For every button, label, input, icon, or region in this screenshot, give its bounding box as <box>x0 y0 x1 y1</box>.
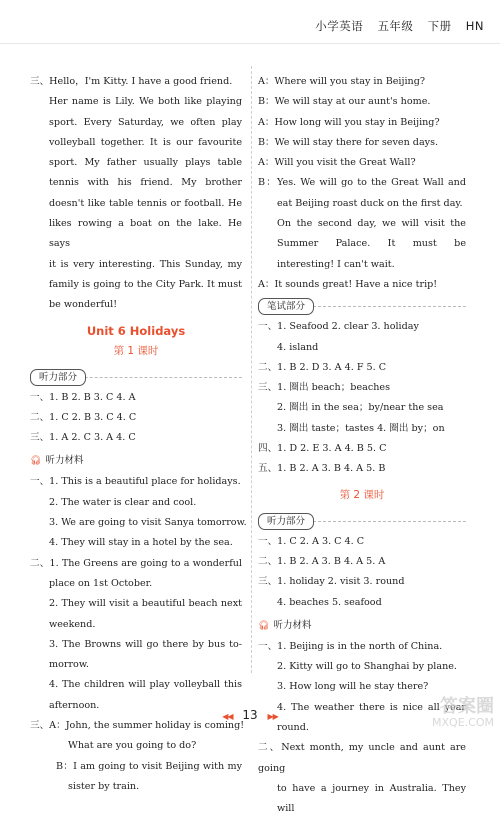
page-header <box>0 0 500 52</box>
material2-label: 听力材料 <box>273 619 312 631</box>
headphone-icon: 🎧︎ <box>30 456 42 467</box>
written-answer-line: 四、1. D 2. E 3. A 4. B 5. C <box>258 443 387 455</box>
dialogue-line: B：We will stay at our aunt's home. <box>258 96 431 108</box>
passage-line: sport. Every Saturday, we often play <box>49 116 242 128</box>
script-line: 2. They will visit a beautiful beach next <box>49 598 242 610</box>
dialogue-line: A：Will you visit the Great Wall? <box>258 157 416 169</box>
lesson2-title: 第 2 课时 <box>339 488 385 501</box>
script-line: 3. How long will he stay there? <box>277 681 429 693</box>
passage-line: it is very interesting. This Sunday, my <box>49 258 242 270</box>
script-line: 2. Kitty will go to Shanghai by plane. <box>277 661 457 673</box>
script-line: 三、A：John, the summer holiday is coming! <box>30 720 245 732</box>
watermark-logo: 答案圈 MXQE.COM <box>432 696 494 729</box>
listening2-tag: 听力部分 <box>258 513 314 530</box>
script-line: 3. The Browns will go there by bus to- <box>49 638 242 650</box>
dialogue-line: A：Where will you stay in Beijing? <box>258 76 426 87</box>
script-line: place on 1st October. <box>49 577 153 589</box>
written-section-header <box>258 295 466 317</box>
reading-passage <box>30 72 242 316</box>
passage-line: be wonderful! <box>49 299 118 311</box>
script-line: sister by train. <box>68 780 140 792</box>
material-label: 听力材料 <box>45 455 84 467</box>
header-volume: 下册 <box>427 19 452 33</box>
passage-line: volleyball together. It is our favourite <box>49 136 242 148</box>
script-line: 二、Next month, my uncle and aunt are going <box>258 742 466 774</box>
lesson-title: 第 1 课时 <box>113 344 159 357</box>
passage-line: sport. My father usually plays table <box>49 157 242 169</box>
dialogue-line: B：Yes. We will go to the Great Wall and <box>258 177 466 189</box>
written-answer-line: 五、1. B 2. A 3. B 4. A 5. B <box>258 463 386 475</box>
answer-line: 三、1. A 2. C 3. A 4. C <box>30 432 136 444</box>
passage-line: family is going to the City Park. It must <box>49 278 242 290</box>
listening-material-header <box>30 450 242 472</box>
script-line: weekend. <box>49 618 96 630</box>
listening2-answers <box>258 532 466 613</box>
listening-answers <box>30 388 242 449</box>
passage-line: Her name is Lily. We both like playing <box>49 96 242 108</box>
script-line: round. <box>277 722 309 734</box>
script-line: 2. The water is clear and cool. <box>49 496 197 508</box>
script-line: morrow. <box>49 659 89 671</box>
written-answer-line: 4. island <box>277 341 319 353</box>
written-answer-line: 一、1. Seafood 2. clear 3. holiday <box>258 321 419 333</box>
dialogue-line: B：We will stay there for seven days. <box>258 136 439 148</box>
script-line: to have a journey in Australia. They will <box>277 782 466 815</box>
passage-line: likes rowing a boat on the lake. He says <box>49 218 242 250</box>
script-line: 4. The weather there is nice all year <box>277 701 466 713</box>
next-arrows-icon: ▶▶ <box>267 712 278 721</box>
dialogue-line: Summer Palace. It must be <box>277 238 466 250</box>
script-line: What are you going to do? <box>68 740 197 752</box>
script-line: 4. They will stay in a hotel by the sea. <box>49 537 233 549</box>
answer-line: 二、1. B 2. A 3. B 4. A 5. A <box>258 555 386 567</box>
dialogue <box>258 72 466 295</box>
header-book-info <box>315 18 484 34</box>
dialogue-line: A：How long will you stay in Beijing? <box>258 116 440 128</box>
script-line: 一、1. Beijing is in the north of China. <box>258 640 443 652</box>
listening-tag: 听力部分 <box>30 369 86 386</box>
written-answer-line: 2. 圈出 in the sea；by/near the sea <box>277 402 444 414</box>
dialogue-line: interesting! I can't wait. <box>277 258 395 270</box>
script-line: B：I am going to visit Beijing with my <box>56 760 242 772</box>
answer-line: 三、1. holiday 2. visit 3. round <box>258 576 405 588</box>
script-line: 二、1. The Greens are going to a wonderful <box>30 557 242 569</box>
passage-line: doesn't like table tennis or football. He <box>49 197 242 209</box>
listening-section-header <box>30 366 242 388</box>
written-answer-line: 二、1. B 2. D 3. A 4. F 5. C <box>258 361 387 373</box>
answer-line: 一、1. B 2. B 3. C 4. A <box>30 391 136 403</box>
script-line: afternoon. <box>49 699 100 711</box>
script-line: 4. The children will play volleyball this <box>49 679 242 691</box>
dialogue-line: A：It sounds great! Have a nice trip! <box>258 278 438 290</box>
dialogue-line: On the second day, we will visit the <box>277 218 466 230</box>
written-tag: 笔试部分 <box>258 298 314 315</box>
header-grade: 五年级 <box>377 19 414 33</box>
written-answer-line: 3. 圈出 taste；tastes 4. 圈出 by；on <box>277 422 445 434</box>
column-divider <box>251 66 252 673</box>
listening-script <box>30 472 247 797</box>
headphone-icon: 🎧︎ <box>258 620 270 631</box>
written-answer-line: 三、1. 圈出 beach；beaches <box>258 382 391 394</box>
script-line: 一、1. This is a beautiful place for holidays. <box>30 476 241 488</box>
page-number: 13 <box>242 708 258 722</box>
header-divider <box>0 43 500 44</box>
passage-line: tennis with his friend. My brother <box>49 177 242 189</box>
listening2-section-header <box>258 510 466 532</box>
left-column <box>30 72 247 797</box>
answer-line: 4. beaches 5. seafood <box>277 596 382 608</box>
written-answers <box>258 317 466 479</box>
listening2-material-header <box>258 615 466 637</box>
prev-arrows-icon: ◀◀ <box>222 712 233 721</box>
passage-line: 三、Hello，I'm Kitty. I have a good friend. <box>30 76 233 87</box>
header-subject: 小学英语 <box>315 19 364 33</box>
unit-title: Unit 6 Holidays <box>86 323 186 338</box>
dialogue-line: eat Beijing roast duck on the first day. <box>277 197 463 209</box>
script-line: 3. We are going to visit Sanya tomorrow. <box>49 517 247 529</box>
header-edition: HN <box>465 19 484 33</box>
answer-line: 二、1. C 2. B 3. C 4. C <box>30 411 137 423</box>
answer-line: 一、1. C 2. A 3. C 4. C <box>258 535 365 547</box>
